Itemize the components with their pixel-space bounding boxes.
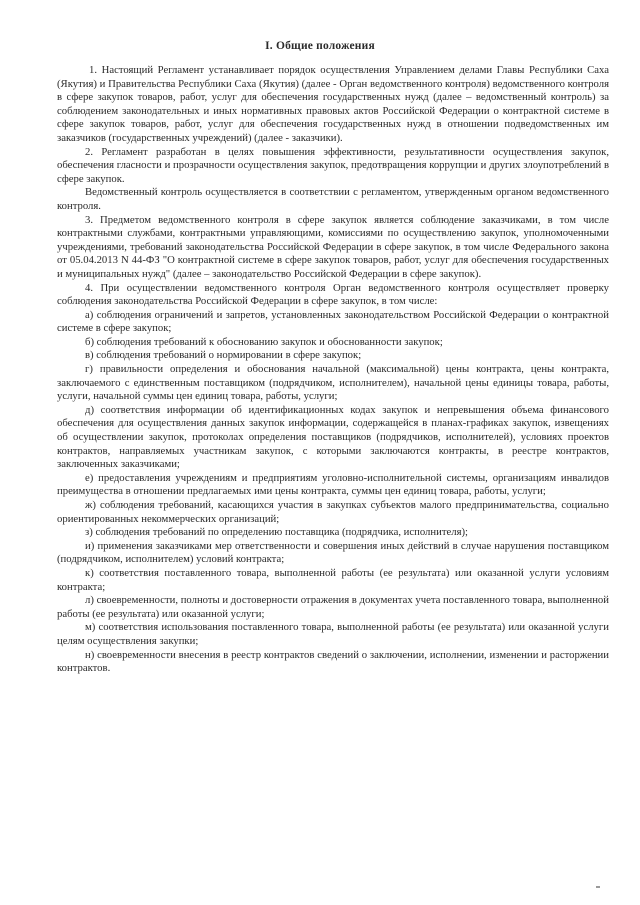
list-item-d: д) соответствия информации об идентификационных кодах закупок и непревышения объема финансового обеспечения для осуществления данных закупок информации, содержащейся в планах-графиках закупок, извещениях об осуществлении закупок, протоколах определения поставщиков (подрядчиков, исполнителей), условиях проектов контрактов, направляемых участникам закупок, с которыми заключаются контракты, в реестре контрактов, заключенных заказчиками; [57,403,609,471]
paragraph-1: 1. Настоящий Регламент устанавливает порядок осуществления Управлением делами Главы Республики Саха (Якутия) и Правительства Республики Саха (Якутия) (далее - Орган ведомственного контроля) ведомственного контроля в сфере закупок товаров, работ, услуг для обеспечения государственных нужд (далее – ведомственный контроль) за соблюдением законодательных и иных нормативных правовых актов Российской Федерации о контрактной системе в сфере закупок товаров, работ, услуг для обеспечения государственных нужд в отношении подведомственных им заказчиков (государственных учреждений) (далее - заказчики). [57,64,609,144]
list-item-n: н) своевременности внесения в реестр контрактов сведений о заключении, исполнении, изменении и расторжении контрактов. [57,648,609,675]
list-item-m: м) соответствия использования поставленного товара, выполненной работы (ее результата) или оказанной услуги целям осуществления закупки; [57,621,609,647]
list-item-k: к) соответствия поставленного товара, выполненной работы (ее результата) или оказанной услуги условиям контракта; [57,566,609,593]
list-item-g: г) правильности определения и обоснования начальной (максимальной) цены контракта, цены контракта, заключаемого с единственным поставщиком (подрядчиком, исполнителем), начальной цены единицы товара, работы, услуги, начальной суммы цен единиц товара, работы, услуги; [57,363,609,403]
list-item-e: е) предоставления учреждениям и предприятиям уголовно-исполнительной системы, организациям инвалидов преимущества в отношении предлагаемых ими цены контракта, суммы цен единиц товара, работы, услуги; [57,471,609,498]
list-item-v: в) соблюдения требований о нормировании в сфере закупок; [85,349,362,362]
document-body [57,64,609,676]
page-mark [596,886,600,888]
list-item-z: з) соблюдения требований по определению поставщика (подрядчика, исполнителя); [85,526,469,539]
paragraph-4: 4. При осуществлении ведомственного контроля Орган ведомственного контроля осуществляет проверку соблюдения законодательства Российской Федерации в сфере закупок, в том числе: [57,281,609,308]
paragraph-3: 3. Предметом ведомственного контроля в сфере закупок является соблюдение заказчиками, в том числе контрактными службами, контрактными управляющими, комиссиями по осуществлению закупок, уполномоченными учреждениями, требований законодательства Российской Федерации в сфере закупок, в том числе Федерального закона от 05.04.2013 N 44-ФЗ "О контрактной системе в сфере закупок товаров, работ, услуг для обеспечения государственных и муниципальных нужд" (далее – законодательство Российской Федерации в сфере закупок). [57,213,609,280]
list-item-b: б) соблюдения требований к обоснованию закупок и обоснованности закупок; [85,335,443,348]
list-item-zh: ж) соблюдения требований, касающихся участия в закупках субъектов малого предпринимательства, социально ориентированных некоммерческих организаций; [57,499,609,525]
paragraph-control-note: Ведомственный контроль осуществляется в соответствии с регламентом, утвержденным органом ведомственного контроля. [57,186,609,212]
list-item-i: и) применения заказчиками мер ответственности и совершения иных действий в случае нарушения поставщиком (подрядчиком, исполнителем) условий контракта; [57,539,609,566]
section-heading: I. Общие положения [265,40,375,52]
paragraph-2: 2. Регламент разработан в целях повышения эффективности, результативности осуществления закупок, обеспечения гласности и прозрачности осуществления закупок, предотвращения коррупции и других злоупотреблений в сфере закупок. [57,145,609,185]
list-item-l: л) своевременности, полноты и достоверности отражения в документах учета поставленного товара, выполненной работы (ее результата) или оказанной услуги; [57,594,609,620]
list-item-a: а) соблюдения ограничений и запретов, установленных законодательством Российской Федерации о контрактной системе в сфере закупок; [57,308,609,335]
